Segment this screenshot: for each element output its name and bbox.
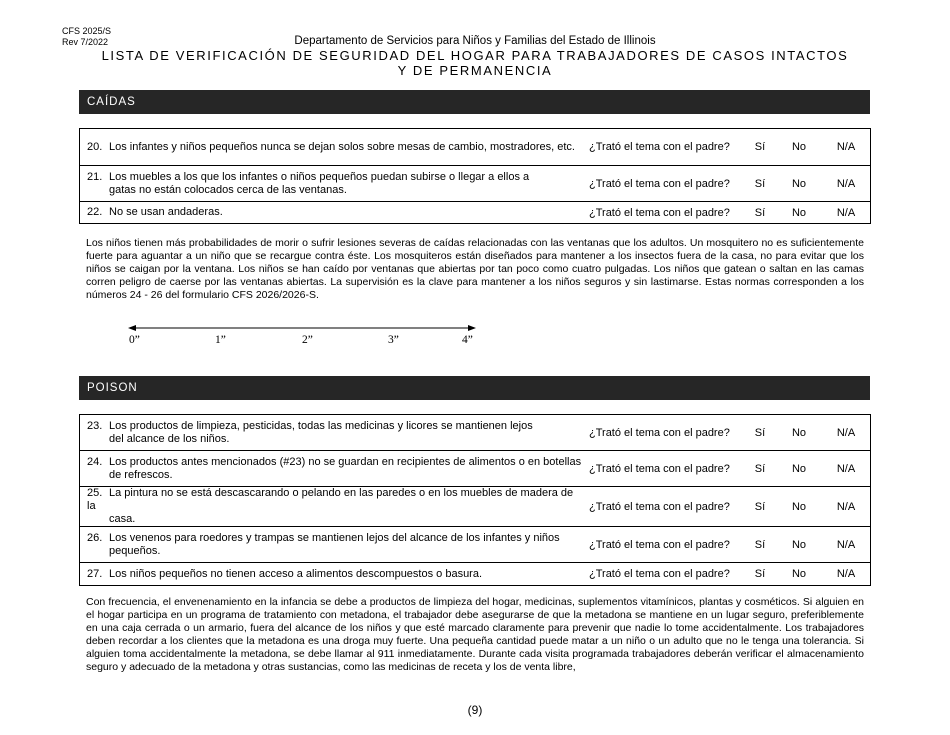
answer-na[interactable]: N/A: [822, 202, 871, 224]
checklist-question: 20. Los infantes y niños pequeños nunca se dejan solos sobre mesas de cambio, mostradores, etc.: [80, 129, 590, 166]
checklist-row: [80, 129, 871, 166]
checklist-question: 23. Los productos de limpieza, pesticidas, todas las medicinas y licores se mantienen lejos del alcance de los niños.: [80, 415, 590, 451]
answer-na[interactable]: N/A: [822, 415, 871, 451]
falls-paragraph: Los niños tienen más probabilidades de morir o sufrir lesiones severas de caídas relacionadas con las ventanas que los adultos. Un mosquitero no es suficientemente fuerte para aguantar a un niño que se recargue contra éste. Los mosquiteros están diseñados para mantener a los insectos fuera de la casa, no para evitar que los niños se caigan por la ventana. Los niños se han caído por ventanas que abiertas por tan poco como cuatro pulgadas. Los niños que gatean o saltan en las camas corren peligro de caerse por las ventanas abiertas. La supervisión es la clave para mantener a los niños seguros y sin lastimarse. Estas normas corresponden a los números 24 - 26 del formulario CFS 2026/2026-S.: [86, 237, 864, 301]
title-line-2: Y DE PERMANENCIA: [397, 63, 553, 78]
answer-yes[interactable]: Sí: [744, 527, 776, 563]
answer-no[interactable]: No: [776, 415, 822, 451]
answer-yes[interactable]: Sí: [744, 451, 776, 487]
discussed-with-parent-label: ¿Trató el tema con el padre?: [589, 563, 744, 586]
section-header-poison: POISON: [79, 376, 870, 400]
ruler-label: 2”: [302, 334, 313, 346]
answer-yes[interactable]: Sí: [744, 129, 776, 166]
checklist-question: 27. Los niños pequeños no tienen acceso a alimentos descompuestos o basura.: [80, 563, 590, 586]
answer-na[interactable]: N/A: [822, 563, 871, 586]
section-header-falls: CAÍDAS: [79, 90, 870, 114]
discussed-with-parent-label: ¿Trató el tema con el padre?: [589, 129, 744, 166]
department-name: Departamento de Servicios para Niños y Familias del Estado de Illinois: [294, 35, 656, 47]
form-number: CFS 2025/S: [62, 26, 112, 36]
checklist-row: [80, 451, 871, 487]
answer-no[interactable]: No: [776, 487, 822, 527]
title-line-1: LISTA DE VERIFICACIÓN DE SEGURIDAD DEL HOGAR PARA TRABAJADORES DE CASOS INTACTOS: [101, 48, 849, 63]
ruler-label: 4”: [462, 334, 473, 346]
checklist-row: [80, 527, 871, 563]
page-number: (9): [467, 703, 483, 717]
answer-no[interactable]: No: [776, 129, 822, 166]
checklist-row: [80, 563, 871, 586]
answer-no[interactable]: No: [776, 563, 822, 586]
poison-checklist: [79, 414, 871, 586]
inch-ruler: [120, 320, 500, 352]
ruler-label: 1”: [215, 334, 226, 346]
answer-yes[interactable]: Sí: [744, 563, 776, 586]
discussed-with-parent-label: ¿Trató el tema con el padre?: [589, 487, 744, 527]
page-title: [0, 48, 950, 78]
discussed-with-parent-label: ¿Trató el tema con el padre?: [589, 415, 744, 451]
checklist-row: [80, 487, 871, 527]
checklist-row: [80, 415, 871, 451]
answer-no[interactable]: No: [776, 166, 822, 202]
answer-na[interactable]: N/A: [822, 166, 871, 202]
discussed-with-parent-label: ¿Trató el tema con el padre?: [589, 451, 744, 487]
checklist-question: 21. Los muebles a los que los infantes o niños pequeños puedan subirse o llegar a ellos a gatas no están colocados cerca de las ventanas.: [80, 166, 590, 202]
poison-paragraph: Con frecuencia, el envenenamiento en la infancia se debe a productos de limpieza del hogar, medicinas, suplementos vitamínicos, plantas y cosméticos. Si alguien en el hogar participa en un programa de tratamiento con metadona, el trabajador debe asegurarse de que la metadona se mantiene en un lugar seguro, preferiblemente en una caja cerrada o un armario, fuera del alcance de los niños y que esté marcado claramente para prevenir que nadie lo tome accidentalmente. Los trabajadores deben recordar a los clientes que la metadona es una droga muy fuerte. Una pequeña cantidad puede matar a un niño o un adulto que no le tenga una tolerancia. Si alguien toma accidentalmente la metadona, se debe llamar al 911 inmediatamente. Durante cada visita programada trabajadores deberán verificar el almacenamiento seguro y adecuado de la metadona y otras sustancias, como las medicinas de receta y los de venta libre,: [86, 596, 864, 673]
discussed-with-parent-label: ¿Trató el tema con el padre?: [589, 166, 744, 202]
answer-yes[interactable]: Sí: [744, 487, 776, 527]
ruler-label: 3”: [388, 334, 399, 346]
answer-no[interactable]: No: [776, 202, 822, 224]
answer-na[interactable]: N/A: [822, 129, 871, 166]
answer-na[interactable]: N/A: [822, 487, 871, 527]
answer-na[interactable]: N/A: [822, 527, 871, 563]
checklist-question: 25. La pintura no se está descascarando o pelando en las paredes o en los muebles de madera de la casa.: [80, 487, 590, 527]
answer-yes[interactable]: Sí: [744, 166, 776, 202]
checklist-question: 24. Los productos antes mencionados (#23) no se guardan en recipientes de alimentos o en botellas de refrescos.: [80, 451, 590, 487]
checklist-row: [80, 166, 871, 202]
falls-checklist: [79, 128, 871, 224]
form-revision: Rev 7/2022: [62, 37, 109, 47]
checklist-question: 26. Los venenos para roedores y trampas se mantienen lejos del alcance de los infantes y niños pequeños.: [80, 527, 590, 563]
answer-yes[interactable]: Sí: [744, 415, 776, 451]
ruler-label: 0”: [129, 334, 140, 346]
discussed-with-parent-label: ¿Trató el tema con el padre?: [589, 202, 744, 224]
answer-na[interactable]: N/A: [822, 451, 871, 487]
discussed-with-parent-label: ¿Trató el tema con el padre?: [589, 527, 744, 563]
checklist-question: 22. No se usan andaderas.: [80, 202, 590, 224]
ruler-arrow-line: [120, 320, 500, 334]
checklist-row: [80, 202, 871, 224]
answer-yes[interactable]: Sí: [744, 202, 776, 224]
answer-no[interactable]: No: [776, 527, 822, 563]
answer-no[interactable]: No: [776, 451, 822, 487]
